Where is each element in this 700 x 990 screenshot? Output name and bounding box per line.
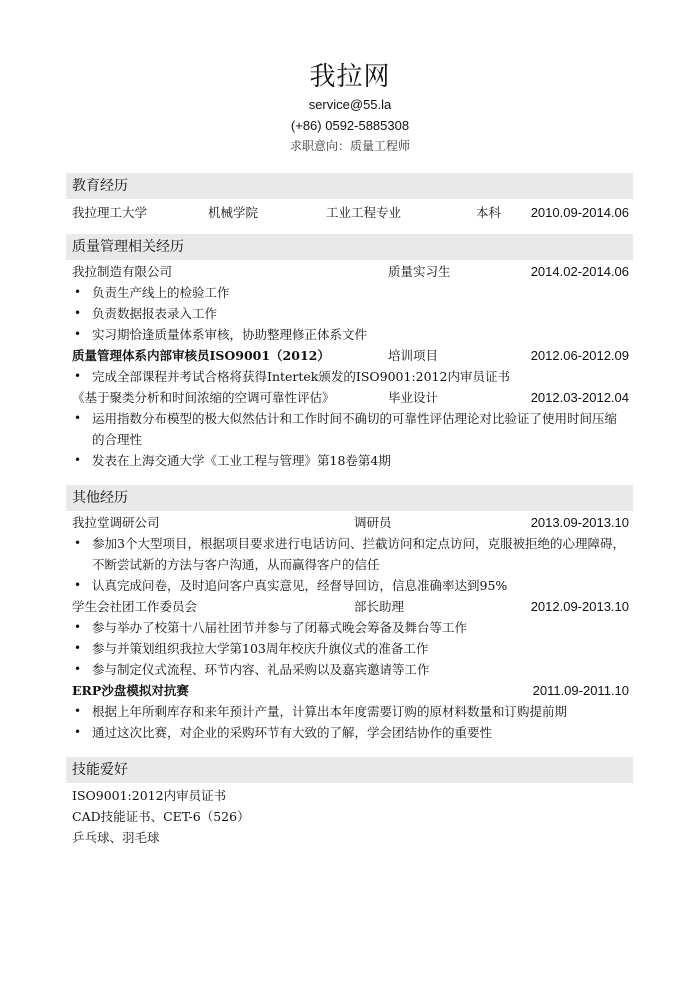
entry-org: ERP沙盘模拟对抗赛 xyxy=(72,683,189,698)
list-item: • 完成全部课程并考试合格将获得Intertek颁发的ISO9001:2012内审员证书 xyxy=(66,366,633,387)
education-row xyxy=(66,202,633,223)
list-item: • 发表在上海交通大学《工业工程与管理》第18卷第4期 xyxy=(66,450,633,471)
section-title: 技能爱好 xyxy=(66,757,633,783)
list-item: • 运用指数分布模型的极大似然估计和工作时间不确切的可靠性评估理论对比验证了使用时间压缩的合理性 xyxy=(66,408,633,450)
entry-org: 《基于聚类分析和时间浓缩的空调可靠性评估》 xyxy=(72,390,335,405)
entry-role: 培训项目 xyxy=(388,348,439,363)
entry-date: 2014.02-2014.06 xyxy=(530,264,629,279)
entry-org: 我拉制造有限公司 xyxy=(72,264,173,279)
entry-date: 2013.09-2013.10 xyxy=(530,515,629,530)
list-item: • 实习期恰逢质量体系审核，协助整理修正体系文件 xyxy=(66,324,633,345)
major: 工业工程专业 xyxy=(326,205,402,220)
entry-bullets xyxy=(66,282,633,345)
entry-date: 2011.09-2011.10 xyxy=(532,683,629,698)
entry-date: 2012.03-2012.04 xyxy=(530,390,629,405)
entry-org: 我拉堂调研公司 xyxy=(72,515,160,530)
list-item: • 认真完成问卷，及时追问客户真实意见，经督导回访，信息准确率达到95% xyxy=(66,575,633,596)
education-section xyxy=(66,173,633,223)
entry-header xyxy=(66,680,633,701)
skill-item: ISO9001:2012内审员证书 xyxy=(72,788,227,803)
skills-section xyxy=(66,757,633,848)
entry-role: 调研员 xyxy=(354,515,392,530)
section-title: 其他经历 xyxy=(66,485,633,511)
entry-role: 部长助理 xyxy=(354,599,405,614)
job-intent: 求职意向：质量工程师 xyxy=(289,139,410,153)
entry-header xyxy=(66,512,633,533)
entry-org: 质量管理体系内部审核员ISO9001（2012） xyxy=(72,348,330,363)
entry-header xyxy=(66,345,633,366)
list-item: • 参与并策划组织我拉大学第103周年校庆升旗仪式的准备工作 xyxy=(66,638,633,659)
entry-header xyxy=(66,596,633,617)
skill-item: 乒乓球、羽毛球 xyxy=(72,830,160,845)
list-item: • 负责生产线上的检验工作 xyxy=(66,282,633,303)
list-item: • 参与举办了校第十八届社团节并参与了闭幕式晚会筹备及舞台等工作 xyxy=(66,617,633,638)
section-title: 质量管理相关经历 xyxy=(66,234,633,260)
entry-bullets xyxy=(66,408,633,471)
date: 2010.09-2014.06 xyxy=(530,205,629,220)
section-title: 教育经历 xyxy=(66,173,633,199)
degree: 本科 xyxy=(476,205,502,220)
contact-email: service@55.la xyxy=(308,97,392,112)
entry-header xyxy=(66,261,633,282)
entry-org: 学生会社团工作委员会 xyxy=(72,599,198,614)
quality-section xyxy=(66,234,633,471)
entry-bullets xyxy=(66,701,633,743)
school: 我拉理工大学 xyxy=(72,205,148,220)
other-section xyxy=(66,485,633,743)
skill-item: CAD技能证书、CET-6（526） xyxy=(72,809,250,824)
entry-date: 2012.06-2012.09 xyxy=(530,348,629,363)
candidate-name: 我拉网 xyxy=(309,62,391,92)
entry-date: 2012.09-2013.10 xyxy=(530,599,629,614)
list-item: • 参加3个大型项目，根据项目要求进行电话访问、拦截访问和定点访问，克服被拒绝的心理障碍，不断尝试新的方法与客户沟通，从而赢得客户的信任 xyxy=(66,533,633,575)
entry-role: 质量实习生 xyxy=(388,264,451,279)
contact-phone: (+86) 0592-5885308 xyxy=(290,118,410,133)
resume-header xyxy=(0,0,700,157)
entry-header xyxy=(66,387,633,408)
list-item: • 根据上年所剩库存和来年预计产量，计算出本年度需要订购的原材料数量和订购提前期 xyxy=(66,701,633,722)
list-item: • 参与制定仪式流程、环节内容、礼品采购以及嘉宾邀请等工作 xyxy=(66,659,633,680)
entry-bullets xyxy=(66,366,633,387)
list-item: • 负责数据报表录入工作 xyxy=(66,303,633,324)
entry-bullets xyxy=(66,617,633,680)
college: 机械学院 xyxy=(208,205,259,220)
entry-role: 毕业设计 xyxy=(388,390,439,405)
list-item: • 通过这次比赛，对企业的采购环节有大致的了解，学会团结协作的重要性 xyxy=(66,722,633,743)
entry-bullets xyxy=(66,533,633,596)
